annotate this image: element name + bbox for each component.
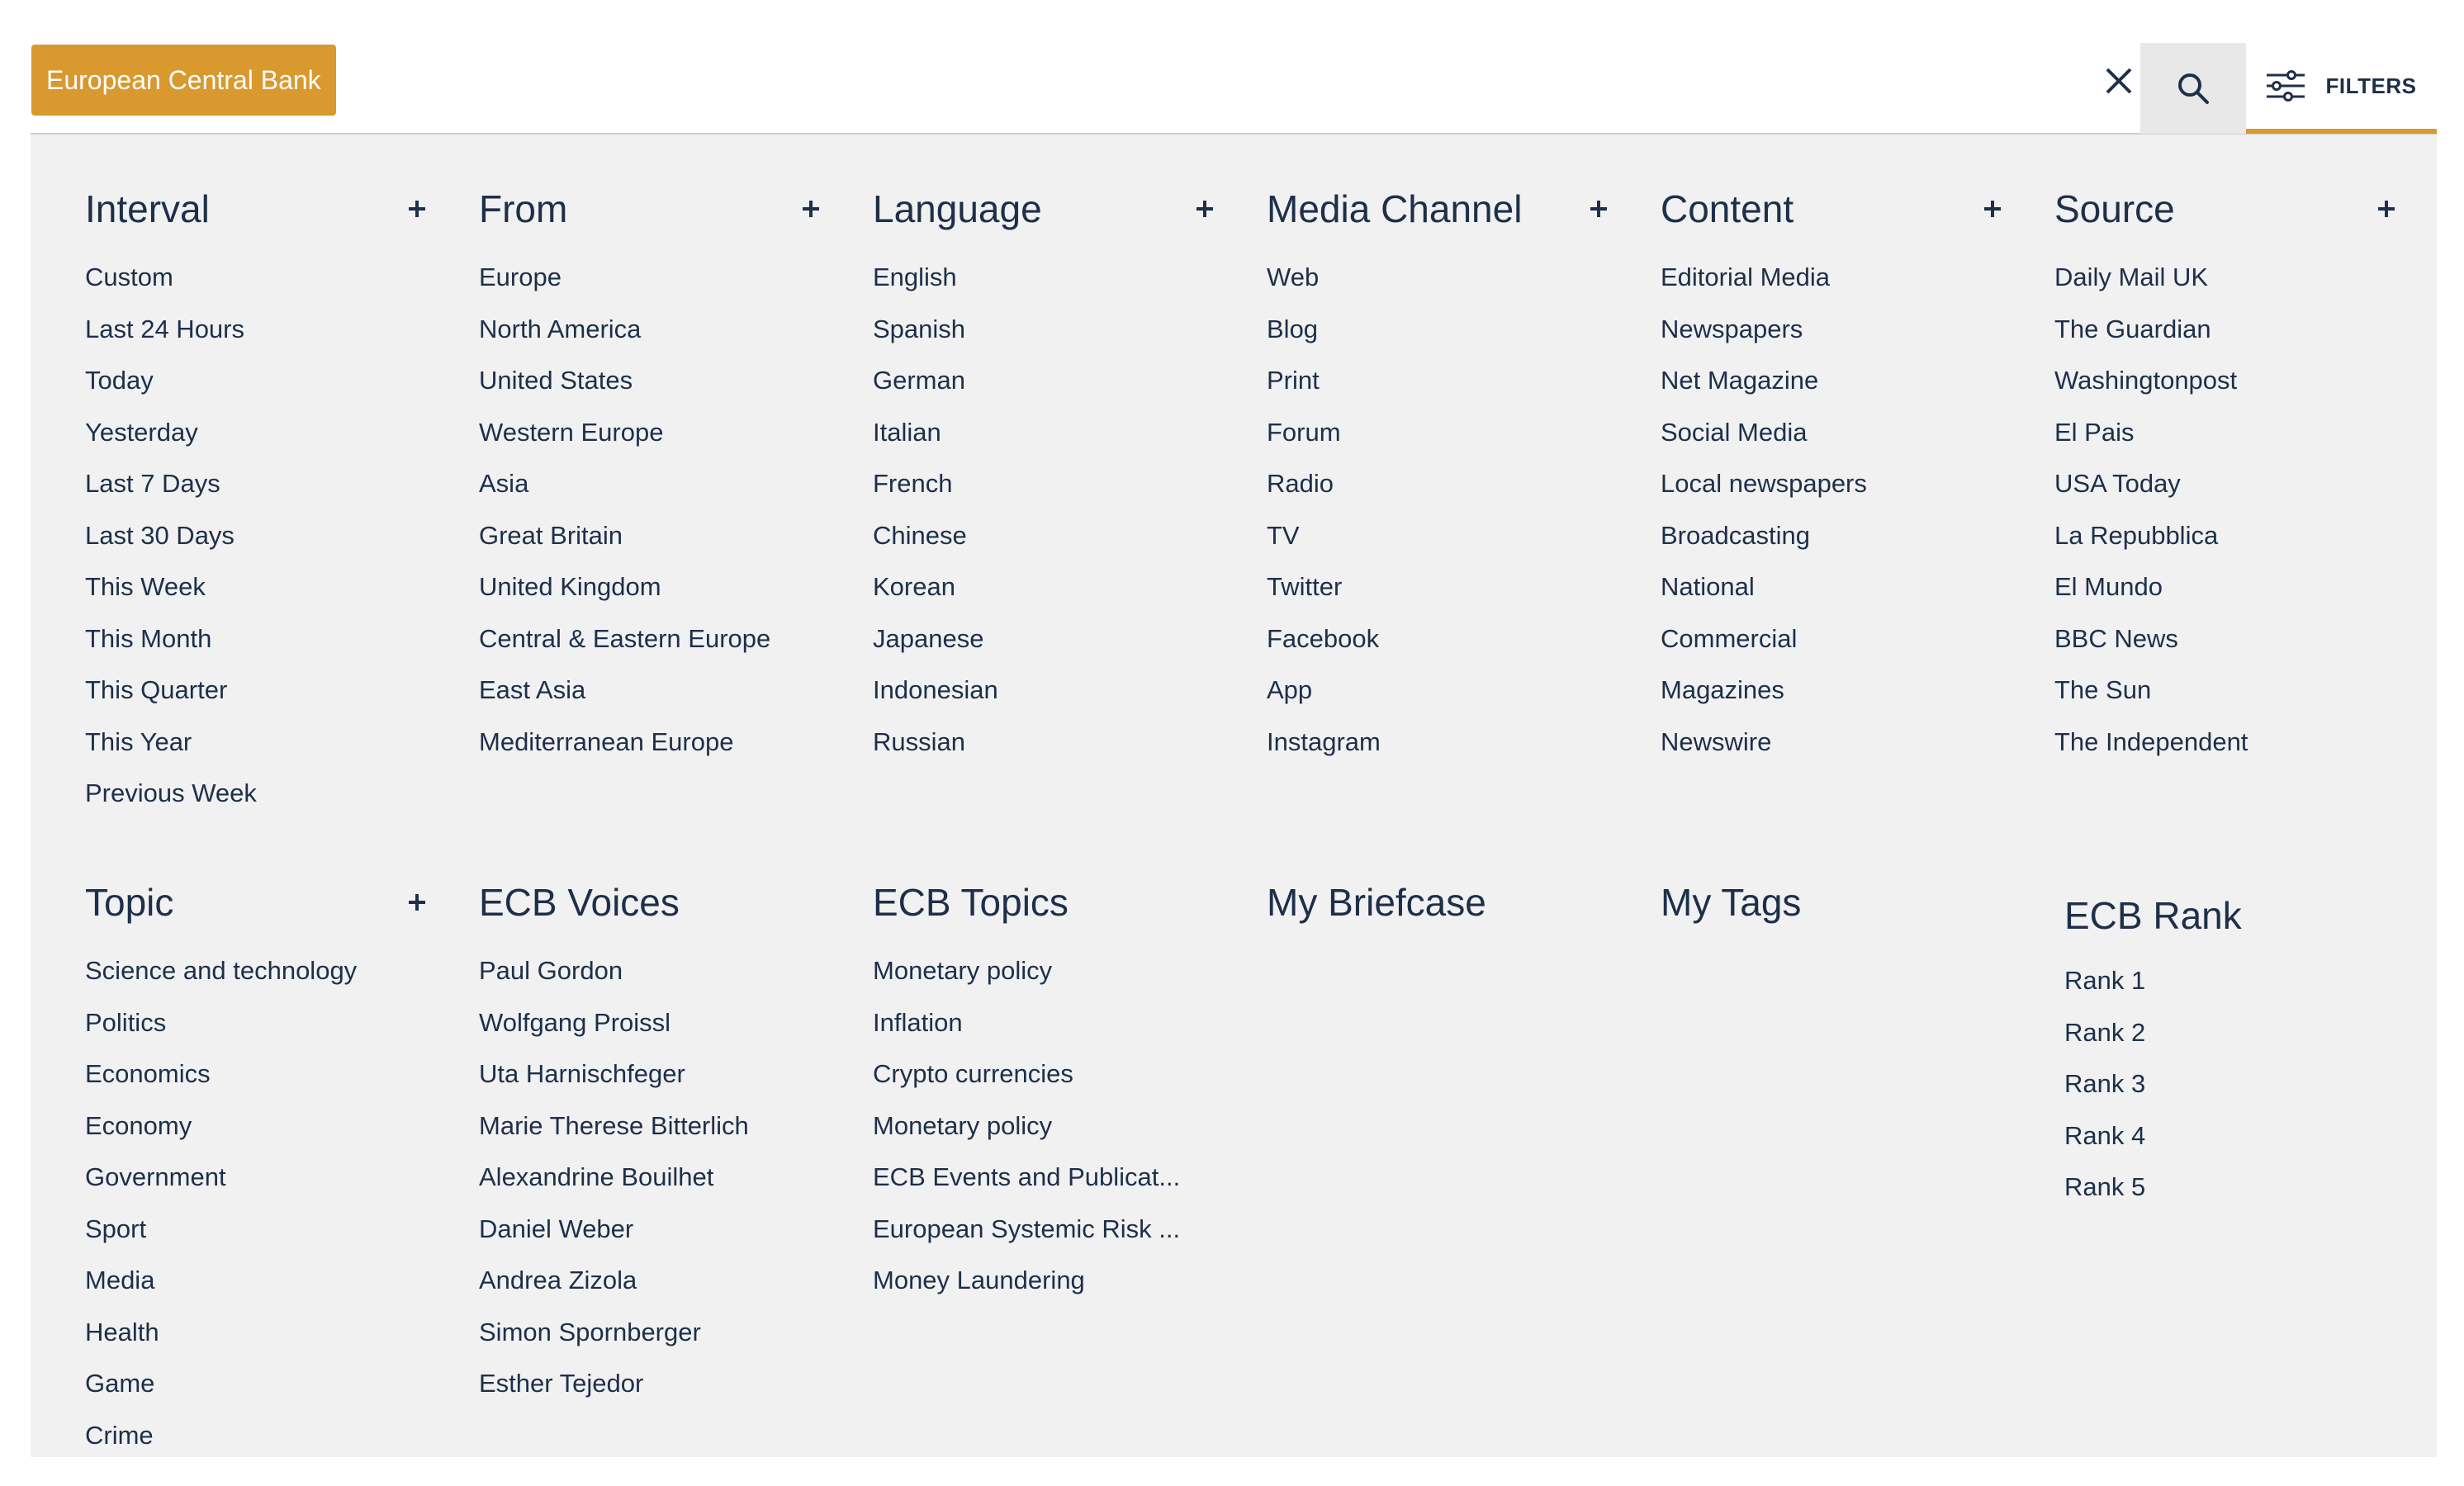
filter-group-source bbox=[2054, 184, 2401, 768]
filters-panel bbox=[31, 135, 2437, 1457]
filter-group-title: Media Channel bbox=[1267, 187, 1523, 230]
filter-group-title: Language bbox=[873, 187, 1042, 230]
filter-option[interactable]: Rank 3 bbox=[2064, 1069, 2146, 1098]
filter-group-title: From bbox=[479, 187, 568, 230]
filter-option[interactable]: Mediterranean Europe bbox=[479, 726, 734, 756]
search-button[interactable] bbox=[2140, 43, 2246, 134]
filters-label: FILTERS bbox=[2325, 73, 2417, 98]
filter-option[interactable]: Newspapers bbox=[1661, 314, 1803, 343]
filter-option[interactable]: Economy bbox=[85, 1110, 192, 1140]
filter-option[interactable]: Politics bbox=[85, 1007, 167, 1037]
filter-group-title: ECB Voices bbox=[479, 881, 680, 924]
filter-options bbox=[1267, 252, 1613, 768]
filter-option[interactable]: Net Magazine bbox=[1661, 366, 1819, 395]
filter-option[interactable]: Science and technology bbox=[85, 956, 358, 985]
filter-option[interactable]: Russian bbox=[873, 726, 965, 756]
search-bar bbox=[31, 0, 2437, 135]
filter-option[interactable]: TV bbox=[1267, 520, 1300, 550]
filter-option[interactable]: Blog bbox=[1267, 314, 1319, 343]
filter-options bbox=[873, 252, 1220, 768]
filter-option[interactable]: Last 30 Days bbox=[85, 520, 235, 550]
search-term-chip[interactable]: European Central Bank bbox=[31, 45, 336, 116]
filter-option[interactable]: Alexandrine Bouilhet bbox=[479, 1162, 714, 1191]
filter-option[interactable]: Sport bbox=[85, 1214, 147, 1243]
filter-option[interactable]: Washingtonpost bbox=[2054, 366, 2238, 395]
filter-option[interactable]: Europe bbox=[479, 263, 562, 291]
filter-option[interactable]: Monetary policy bbox=[873, 956, 1053, 985]
filter-option[interactable]: Previous Week bbox=[85, 778, 257, 807]
filter-group-title: My Tags bbox=[1661, 881, 1802, 924]
filter-group-interval bbox=[85, 184, 432, 820]
filter-group-title: My Briefcase bbox=[1267, 881, 1486, 924]
filter-option[interactable]: Chinese bbox=[873, 520, 967, 550]
filter-option[interactable]: Custom bbox=[85, 263, 173, 291]
filter-option[interactable]: United Kingdom bbox=[479, 572, 661, 601]
clear-search-button[interactable] bbox=[2097, 59, 2140, 102]
filter-option[interactable]: Inflation bbox=[873, 1007, 963, 1037]
filter-option[interactable]: La Repubblica bbox=[2054, 520, 2219, 550]
filter-option[interactable]: Facebook bbox=[1267, 623, 1380, 653]
filter-option[interactable]: Monetary policy bbox=[873, 1110, 1053, 1140]
filter-option[interactable]: This Quarter bbox=[85, 675, 228, 704]
expand-plus-icon[interactable] bbox=[2372, 194, 2401, 224]
filter-option[interactable]: This Week bbox=[85, 572, 206, 601]
filter-option[interactable]: French bbox=[873, 469, 953, 498]
filter-option[interactable]: ECB Events and Publicat... bbox=[873, 1162, 1181, 1191]
filter-option[interactable]: App bbox=[1267, 675, 1313, 704]
filter-option[interactable]: Esther Tejedor bbox=[479, 1369, 644, 1398]
filter-option[interactable]: Government bbox=[85, 1162, 226, 1191]
filter-option[interactable]: Simon Spornberger bbox=[479, 1317, 701, 1346]
filter-option[interactable]: El Mundo bbox=[2054, 572, 2163, 601]
filter-options bbox=[873, 945, 1220, 1307]
filter-group-topic bbox=[85, 878, 432, 1461]
filter-option[interactable]: Economics bbox=[85, 1059, 211, 1088]
filter-option[interactable]: Italian bbox=[873, 417, 941, 447]
filter-option[interactable]: United States bbox=[479, 366, 633, 395]
filter-option[interactable]: Daily Mail UK bbox=[2054, 263, 2209, 291]
filter-option[interactable]: Rank 5 bbox=[2064, 1172, 2146, 1201]
filter-group-media-channel bbox=[1267, 184, 1613, 768]
filter-option[interactable]: Last 24 Hours bbox=[85, 314, 244, 343]
search-icon bbox=[2177, 72, 2210, 105]
filter-group-content bbox=[1661, 184, 2007, 768]
filter-option[interactable]: Spanish bbox=[873, 314, 966, 343]
filter-option[interactable]: The Guardian bbox=[2054, 314, 2211, 343]
filter-option[interactable]: Today bbox=[85, 366, 154, 395]
filter-group-my-tags[interactable] bbox=[1661, 878, 2007, 927]
filter-option[interactable]: Social Media bbox=[1661, 417, 1808, 447]
filter-option[interactable]: Great Britain bbox=[479, 520, 623, 550]
filter-option[interactable]: Radio bbox=[1267, 469, 1334, 498]
filter-option[interactable]: East Asia bbox=[479, 675, 586, 704]
filter-options bbox=[85, 945, 432, 1461]
filter-option[interactable]: Last 7 Days bbox=[85, 469, 220, 498]
filter-options bbox=[479, 252, 826, 768]
filter-option[interactable]: Andrea Zizola bbox=[479, 1266, 637, 1294]
filter-group-language bbox=[873, 184, 1220, 768]
filter-option[interactable]: Crypto currencies bbox=[873, 1059, 1073, 1088]
filter-option[interactable]: Media bbox=[85, 1266, 155, 1294]
filter-option[interactable]: Yesterday bbox=[85, 417, 198, 447]
filters-button[interactable] bbox=[2246, 43, 2437, 134]
filter-group-title: Interval bbox=[85, 187, 210, 230]
filter-option[interactable]: The Sun bbox=[2054, 675, 2152, 704]
expand-plus-icon[interactable] bbox=[1584, 194, 1613, 224]
filter-group-title: ECB Rank bbox=[2064, 894, 2242, 937]
filter-option[interactable]: Local newspapers bbox=[1661, 469, 1867, 498]
filter-group-from bbox=[479, 184, 826, 768]
filter-option[interactable]: Paul Gordon bbox=[479, 956, 623, 985]
filter-option[interactable]: This Year bbox=[85, 726, 192, 756]
filter-options bbox=[2054, 252, 2401, 768]
filter-option[interactable]: BBC News bbox=[2054, 623, 2178, 653]
filter-option[interactable]: USA Today bbox=[2054, 469, 2181, 498]
filter-option[interactable]: Japanese bbox=[873, 623, 984, 653]
filter-group-title: Source bbox=[2054, 187, 2175, 230]
filter-option[interactable]: European Systemic Risk ... bbox=[873, 1214, 1181, 1243]
filter-group-my-briefcase[interactable] bbox=[1267, 878, 1613, 927]
filter-option[interactable]: Indonesian bbox=[873, 675, 998, 704]
filter-option[interactable]: Newswire bbox=[1661, 726, 1772, 756]
filter-option[interactable]: Daniel Weber bbox=[479, 1214, 634, 1243]
filter-option[interactable]: Money Laundering bbox=[873, 1266, 1085, 1294]
filter-option[interactable]: North America bbox=[479, 314, 642, 343]
filter-option[interactable]: Rank 1 bbox=[2064, 966, 2146, 995]
filter-group-title: Topic bbox=[85, 881, 174, 924]
filter-option[interactable]: National bbox=[1661, 572, 1755, 601]
expand-plus-icon[interactable] bbox=[796, 194, 826, 224]
filter-option[interactable]: Rank 2 bbox=[2064, 1017, 2146, 1047]
filter-option[interactable]: The Independent bbox=[2054, 726, 2248, 756]
filter-options bbox=[1661, 252, 2007, 768]
filter-option[interactable]: Asia bbox=[479, 469, 529, 498]
filter-group-title: ECB Topics bbox=[873, 881, 1069, 924]
filter-options bbox=[2064, 955, 2411, 1214]
expand-plus-icon[interactable] bbox=[1978, 194, 2007, 224]
filter-options bbox=[479, 945, 826, 1410]
filter-option[interactable]: Korean bbox=[873, 572, 955, 601]
expand-plus-icon[interactable] bbox=[1190, 194, 1220, 224]
filter-option[interactable]: Central & Eastern Europe bbox=[479, 623, 771, 653]
filter-option[interactable]: Game bbox=[85, 1369, 155, 1398]
filter-option[interactable]: Instagram bbox=[1267, 726, 1381, 756]
expand-plus-icon[interactable] bbox=[402, 194, 432, 224]
filter-options bbox=[85, 252, 432, 820]
filter-option[interactable]: Marie Therese Bitterlich bbox=[479, 1110, 749, 1140]
close-icon bbox=[2104, 66, 2134, 96]
filter-option[interactable]: El Pais bbox=[2054, 417, 2135, 447]
expand-plus-icon[interactable] bbox=[402, 887, 432, 917]
filter-group-title: Content bbox=[1661, 187, 1794, 230]
filter-option[interactable]: English bbox=[873, 263, 957, 291]
filter-option[interactable]: Twitter bbox=[1267, 572, 1343, 601]
filter-option[interactable]: Wolfgang Proissl bbox=[479, 1007, 671, 1037]
filter-option[interactable]: German bbox=[873, 366, 965, 395]
filter-option[interactable]: Broadcasting bbox=[1661, 520, 1810, 550]
filter-option[interactable]: Editorial Media bbox=[1661, 263, 1831, 291]
filter-option[interactable]: Commercial bbox=[1661, 623, 1798, 653]
filter-group-ecb-rank bbox=[2064, 891, 2411, 1214]
filter-option[interactable]: Western Europe bbox=[479, 417, 664, 447]
filter-option[interactable]: This Month bbox=[85, 623, 212, 653]
filter-option[interactable]: Web bbox=[1267, 263, 1320, 291]
filter-group-ecb-voices bbox=[479, 878, 826, 1410]
filter-option[interactable]: Rank 4 bbox=[2064, 1120, 2146, 1150]
sliders-icon bbox=[2267, 70, 2305, 102]
filter-option[interactable]: Uta Harnischfeger bbox=[479, 1059, 685, 1088]
filter-option[interactable]: Forum bbox=[1267, 417, 1341, 447]
filter-group-ecb-topics bbox=[873, 878, 1220, 1307]
filter-option[interactable]: Print bbox=[1267, 366, 1320, 395]
filter-option[interactable]: Magazines bbox=[1661, 675, 1784, 704]
filter-option[interactable]: Crime bbox=[85, 1420, 154, 1450]
filter-option[interactable]: Health bbox=[85, 1317, 159, 1346]
